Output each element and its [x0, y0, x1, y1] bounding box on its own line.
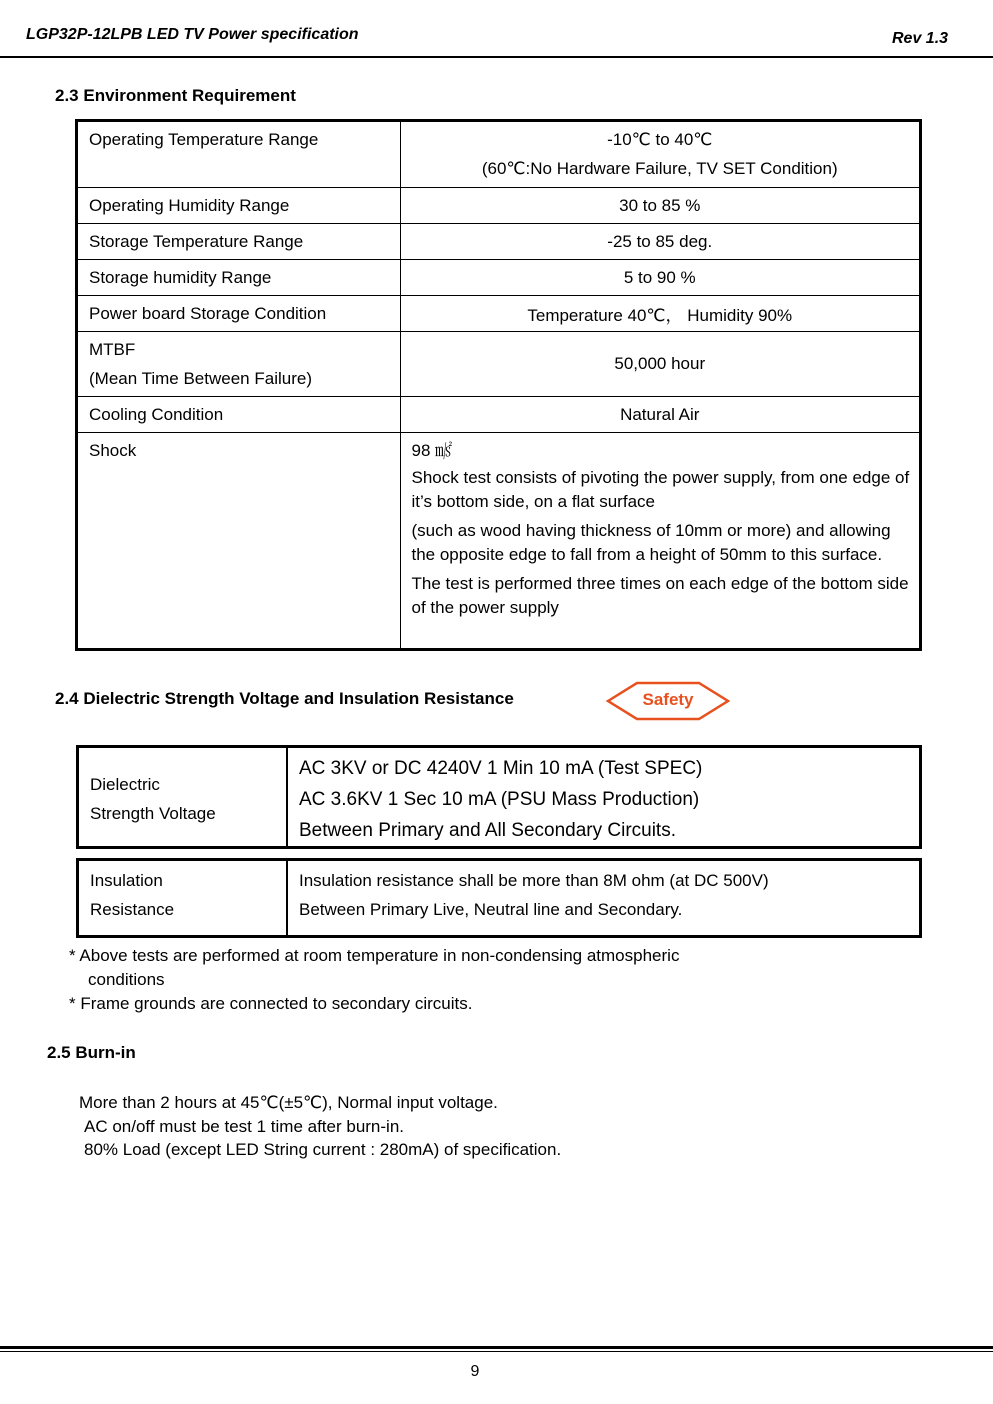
footer-divider: [0, 1346, 993, 1349]
safety-badge-label: Safety: [642, 690, 694, 709]
note-line: * Above tests are performed at room temperature in non-condensing atmospheric: [69, 946, 680, 965]
dielectric-label-line: Strength Voltage: [90, 804, 216, 823]
shock-paragraph: (such as wood having thickness of 10mm or more) and allowing the opposite edge to fall from a height of 50mm to this surface.: [411, 520, 891, 564]
env-value-cell: [400, 295, 919, 331]
env-value: 5 to 90 %: [623, 267, 696, 287]
env-value: Temperature 40℃， Humidity 90%: [527, 305, 793, 325]
env-value: -25 to 85 deg.: [607, 231, 713, 251]
env-label-cell: [78, 122, 400, 187]
table-row: [78, 122, 919, 187]
burn-in-line: AC on/off must be test 1 time after burn-in.: [84, 1117, 405, 1136]
table-row: [78, 259, 919, 295]
dielectric-value: [299, 753, 702, 846]
env-value-cell: [400, 259, 919, 295]
env-label: MTBF: [89, 339, 136, 359]
env-label: Operating Temperature Range: [89, 130, 319, 149]
env-value: -10℃ to 40℃: [607, 130, 713, 149]
table-row: [78, 432, 919, 648]
env-value-cell: [400, 223, 919, 259]
footer-divider: [0, 1351, 993, 1352]
burn-in-line: 80% Load (except LED String current : 280mA) of specification.: [84, 1140, 562, 1159]
insulation-label-line: Insulation: [90, 871, 163, 890]
dielectric-label-line: Dielectric: [90, 775, 160, 794]
shock-paragraph: Shock test consists of pivoting the power supply, from one edge of it’s bottom side, on a flat surface: [411, 467, 910, 511]
shock-value: 98 ㎨: [411, 440, 453, 460]
note-line: * Frame grounds are connected to secondary circuits.: [69, 994, 473, 1013]
table-row: [78, 295, 919, 331]
insulation-label-line: Resistance: [90, 900, 175, 919]
dielectric-value-line: AC 3KV or DC 4240V 1 Min 10 mA (Test SPEC): [299, 758, 703, 779]
env-value: 30 to 85 %: [619, 195, 701, 215]
header-divider: [0, 56, 993, 58]
burn-in-line: More than 2 hours at 45℃(±5℃), Normal input voltage.: [79, 1093, 498, 1112]
env-label-cell: [78, 331, 400, 396]
insulation-value: [299, 866, 769, 924]
document-title: LGP32P-12LPB LED TV Power specification: [26, 26, 359, 43]
insulation-table: [76, 858, 922, 938]
env-label: Operating Humidity Range: [89, 195, 290, 215]
insulation-label: [90, 866, 174, 924]
table-row: [78, 223, 919, 259]
environment-table: [75, 119, 922, 651]
env-label-cell: [78, 396, 400, 432]
env-value: (60℃:No Hardware Failure, TV SET Condition): [481, 159, 838, 178]
section-2-5-title: 2.5 Burn-in: [47, 1043, 136, 1062]
dielectric-table: [76, 745, 922, 849]
section-2-3-title: 2.3 Environment Requirement: [55, 86, 296, 105]
env-label-cell: [78, 259, 400, 295]
section-2-4-title: 2.4 Dielectric Strength Voltage and Insulation Resistance: [55, 689, 514, 708]
note-line: conditions: [88, 970, 165, 989]
page-number: 9: [470, 1363, 480, 1380]
shock-paragraph: The test is performed three times on each edge of the bottom side of the power supply: [411, 573, 909, 617]
column-divider: [286, 861, 288, 935]
env-value-cell: [400, 122, 919, 187]
revision-label: Rev 1.3: [892, 30, 949, 47]
env-label: (Mean Time Between Failure): [89, 368, 312, 388]
column-divider: [286, 748, 288, 846]
table-row: [78, 331, 919, 396]
insulation-value-line: Between Primary Live, Neutral line and Secondary.: [299, 900, 683, 919]
env-label: Cooling Condition: [89, 404, 224, 424]
env-value: Natural Air: [620, 404, 700, 424]
env-label-cell: [78, 432, 400, 648]
safety-badge: [606, 680, 730, 722]
env-value: 50,000 hour: [614, 354, 706, 373]
dielectric-label: [90, 770, 216, 828]
table-row: [78, 396, 919, 432]
env-label-cell: [78, 223, 400, 259]
insulation-value-line: Insulation resistance shall be more than 8M ohm (at DC 500V): [299, 871, 769, 890]
env-value-cell: [400, 187, 919, 223]
env-value-cell: [400, 396, 919, 432]
env-label-cell: [78, 187, 400, 223]
environment-table-grid: [78, 122, 919, 648]
shock-label: Shock: [89, 440, 137, 460]
shock-value-cell: [400, 432, 919, 648]
dielectric-value-line: AC 3.6KV 1 Sec 10 mA (PSU Mass Production): [299, 789, 700, 810]
env-label-cell: [78, 295, 400, 331]
table-row: [78, 187, 919, 223]
env-label: Storage Temperature Range: [89, 231, 304, 251]
env-label: Power board Storage Condition: [89, 303, 327, 323]
env-label: Storage humidity Range: [89, 267, 272, 287]
dielectric-value-line: Between Primary and All Secondary Circuits.: [299, 820, 676, 841]
env-value-cell: [400, 331, 919, 396]
